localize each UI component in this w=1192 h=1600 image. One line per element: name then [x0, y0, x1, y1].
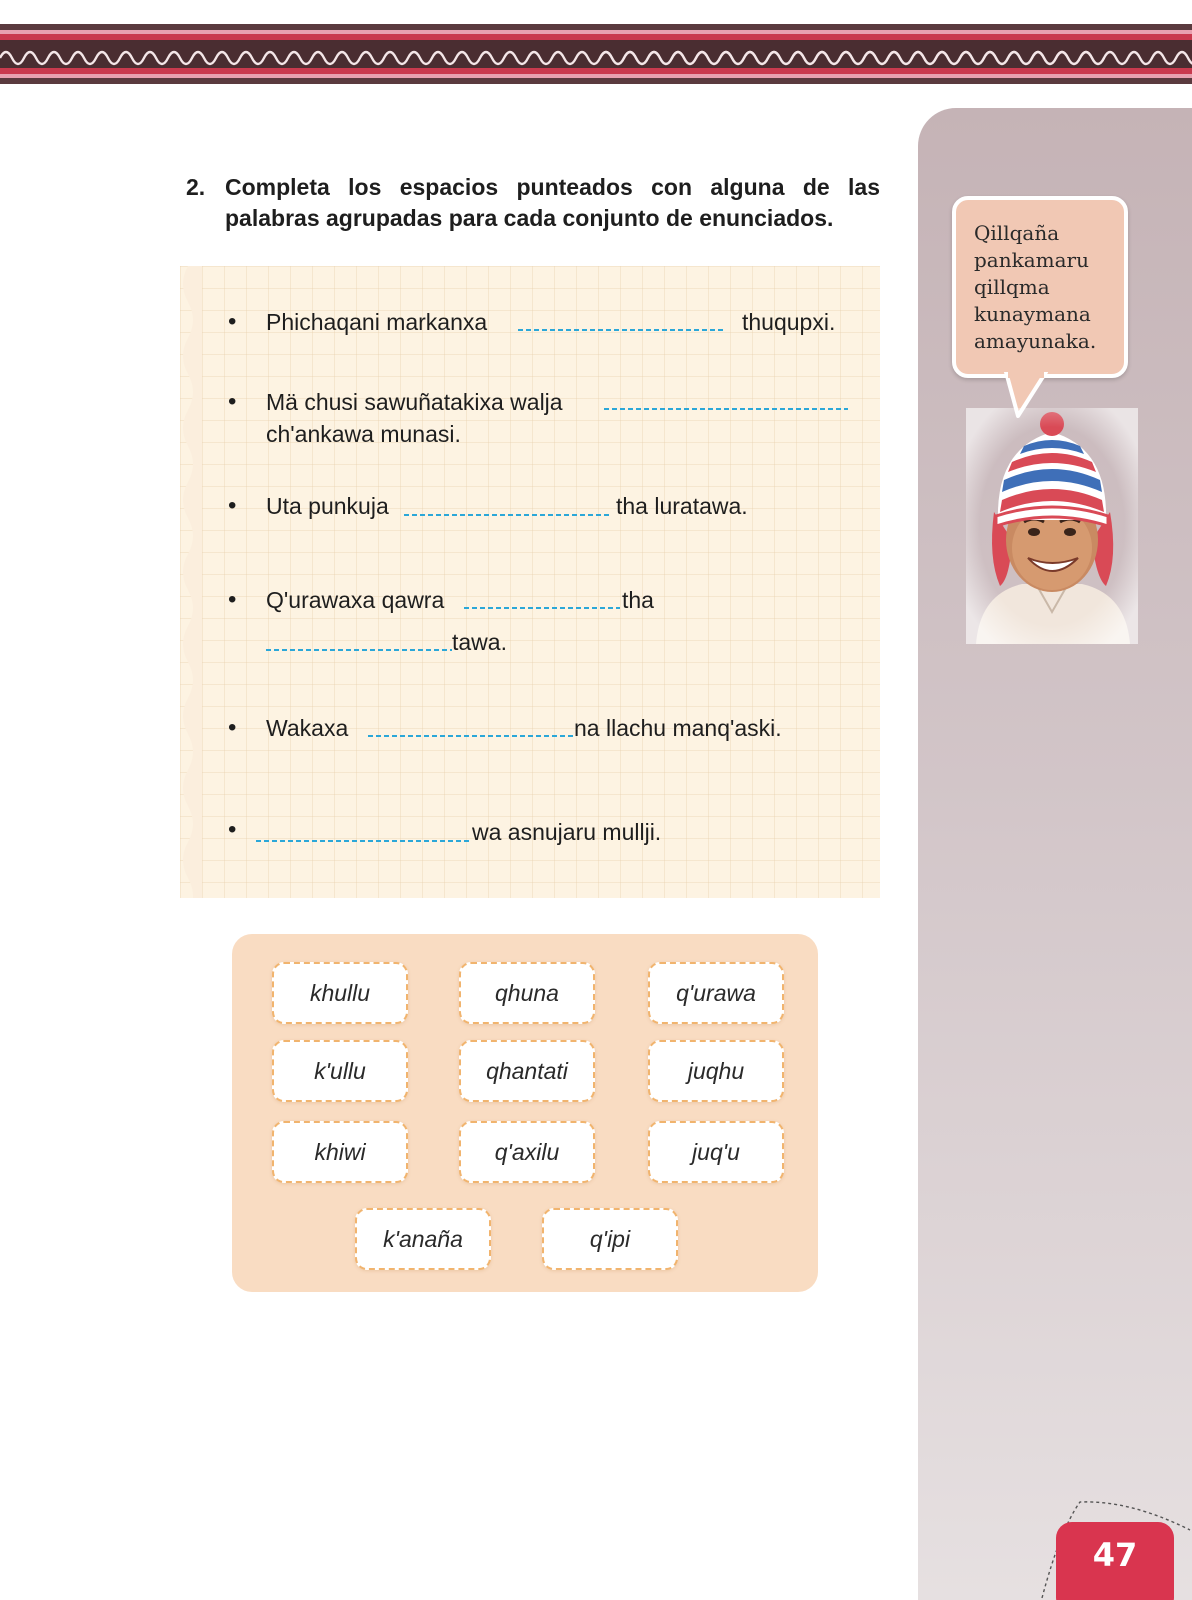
- sentence-4-blank-2[interactable]: [266, 649, 452, 651]
- decorative-woven-band: [0, 24, 1192, 84]
- sentence-6-end: wa asnujaru mullji.: [472, 819, 662, 845]
- sentence-3-end: tha luratawa.: [616, 493, 748, 519]
- bullet: •: [228, 714, 237, 741]
- page-number: 47: [1092, 1536, 1138, 1574]
- word-chip[interactable]: qhuna: [459, 962, 595, 1024]
- word-chip[interactable]: khiwi: [272, 1121, 408, 1183]
- sentence-3-start: Uta punkuja: [266, 493, 389, 519]
- word-chip[interactable]: q'ipi: [542, 1208, 678, 1270]
- bullet: •: [228, 492, 237, 519]
- sentence-2-start: Mä chusi sawuñatakixa walja: [266, 389, 563, 415]
- word-chip[interactable]: qhantati: [459, 1040, 595, 1102]
- sentence-1-end: thuqupxi.: [742, 309, 836, 335]
- word-chip[interactable]: k'ullu: [272, 1040, 408, 1102]
- bullet: •: [228, 816, 237, 843]
- sentence-3-blank[interactable]: [404, 514, 610, 516]
- word-chip[interactable]: q'axilu: [459, 1121, 595, 1183]
- word-chip[interactable]: k'anaña: [355, 1208, 491, 1270]
- sentence-4-middle: tha: [622, 587, 654, 613]
- speech-bubble: [952, 196, 1128, 378]
- sentence-6-blank[interactable]: [256, 840, 472, 842]
- speech-bubble-text: Qillqaña pankamaru qillqma kunaymana amayunaka.: [974, 221, 1097, 353]
- boy-with-chullo-illustration: [966, 408, 1138, 644]
- word-chip[interactable]: q'urawa: [648, 962, 784, 1024]
- word-chip[interactable]: juq'u: [648, 1121, 784, 1183]
- torn-paper-edge: [174, 266, 202, 898]
- question-text: Completa los espacios punteados con alguna de las palabras agrupadas para cada conjunto de enunciados.: [225, 174, 880, 231]
- sentence-1-blank[interactable]: [518, 329, 724, 331]
- sentence-2-blank[interactable]: [604, 408, 848, 410]
- word-chip[interactable]: khullu: [272, 962, 408, 1024]
- bullet: •: [228, 308, 237, 335]
- sentence-2-end: ch'ankawa munasi.: [266, 421, 461, 447]
- sentence-1-start: Phichaqani markanxa: [266, 309, 488, 335]
- exercise-paper: [180, 266, 880, 898]
- sentence-4-blank-1[interactable]: [464, 607, 620, 609]
- word-chip[interactable]: juqhu: [648, 1040, 784, 1102]
- sentence-5-blank[interactable]: [368, 735, 574, 737]
- sentence-4-start: Q'urawaxa qawra: [266, 587, 445, 613]
- bullet: •: [228, 586, 237, 613]
- question-number: 2.: [186, 174, 206, 200]
- sentence-5-start: Wakaxa: [266, 715, 349, 741]
- sentence-5-end: na llachu manq'aski.: [574, 715, 782, 741]
- sentence-4-end: tawa.: [452, 629, 507, 655]
- bullet: •: [228, 388, 237, 415]
